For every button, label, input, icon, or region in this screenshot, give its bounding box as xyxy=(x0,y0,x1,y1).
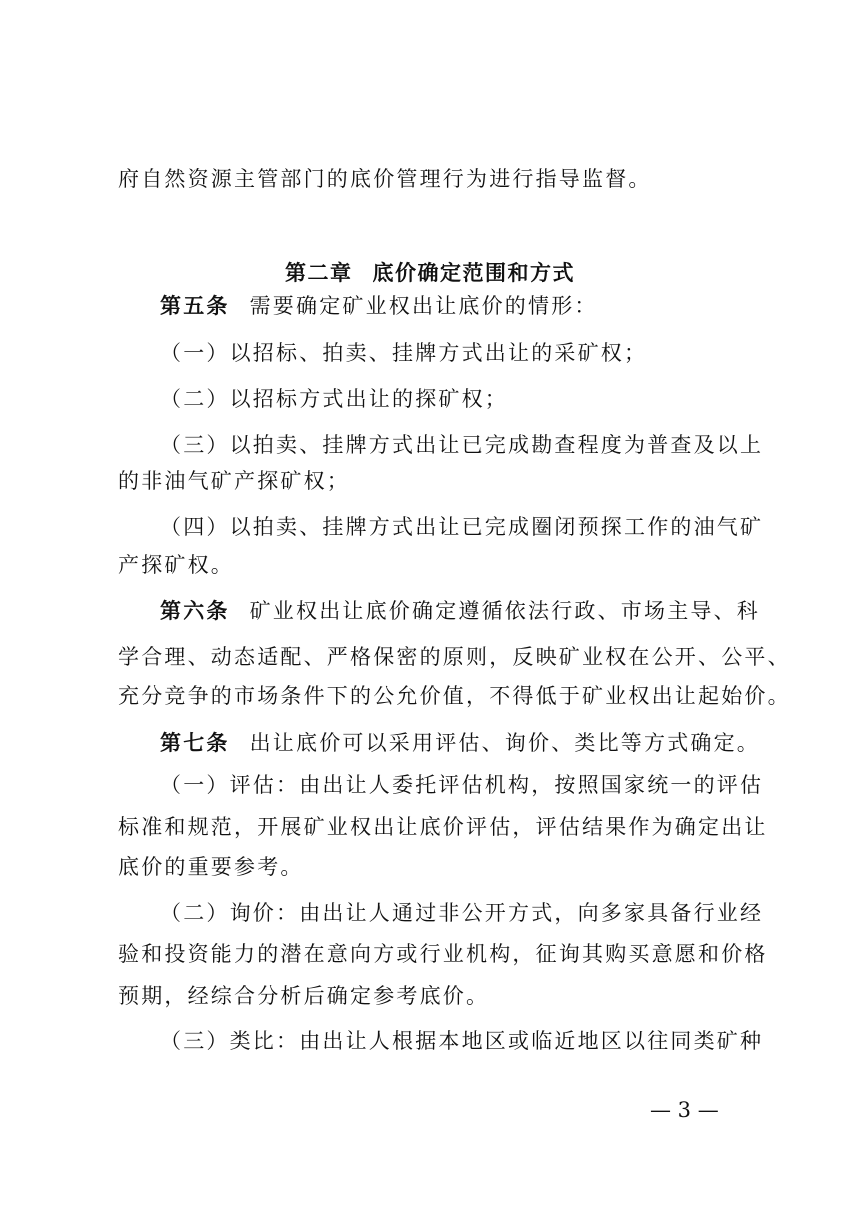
list-item: （二）询价：由出让人通过非公开方式，向多家具备行业经 xyxy=(160,901,764,925)
list-item: （一）以招标、拍卖、挂牌方式出让的采矿权； xyxy=(160,341,648,365)
article-label: 第六条 xyxy=(160,599,230,623)
list-item: （三）类比：由出让人根据本地区或临近地区以往同类矿种 xyxy=(160,1029,764,1053)
article-5 xyxy=(160,296,598,317)
article-7 xyxy=(160,733,760,754)
chapter-heading xyxy=(0,257,860,287)
list-item-continuation: 标准和规范，开展矿业权出让底价评估，评估结果作为确定出让 xyxy=(118,815,768,839)
article-label: 第五条 xyxy=(160,294,230,318)
article-6 xyxy=(160,601,760,622)
list-item: （一）评估：由出让人委托评估机构，按照国家统一的评估 xyxy=(160,773,764,797)
list-item-continuation: 产探矿权。 xyxy=(118,553,234,577)
paragraph-line: 府自然资源主管部门的底价管理行为进行指导监督。 xyxy=(118,167,652,191)
chapter-number: 第二章 xyxy=(285,261,353,285)
paragraph-line: 学合理、动态适配、严格保密的原则，反映矿业权在公开、公平、 xyxy=(118,645,791,669)
list-item-continuation: 的非油气矿产探矿权； xyxy=(118,469,350,493)
list-item: （四）以拍卖、挂牌方式出让已完成圈闭预探工作的油气矿 xyxy=(160,515,764,539)
article-text: 矿业权出让底价确定遵循依法行政、市场主导、科 xyxy=(249,599,761,623)
list-item-continuation: 预期，经综合分析后确定参考底价。 xyxy=(118,984,490,1008)
list-item-continuation: 验和投资能力的潜在意向方或行业机构，征询其购买意愿和价格 xyxy=(118,942,768,966)
list-item: （三）以拍卖、挂牌方式出让已完成勘查程度为普查及以上 xyxy=(160,433,764,457)
article-text: 出让底价可以采用评估、询价、类比等方式确定。 xyxy=(249,731,761,755)
list-item-continuation: 底价的重要参考。 xyxy=(118,855,304,879)
paragraph-line: 充分竞争的市场条件下的公允价值，不得低于矿业权出让起始价。 xyxy=(118,684,791,708)
list-item: （二）以招标方式出让的探矿权； xyxy=(160,387,508,411)
page-number: — 3 — xyxy=(650,1098,719,1122)
chapter-title: 底价确定范围和方式 xyxy=(372,261,575,285)
article-label: 第七条 xyxy=(160,731,230,755)
article-text: 需要确定矿业权出让底价的情形： xyxy=(249,294,598,318)
